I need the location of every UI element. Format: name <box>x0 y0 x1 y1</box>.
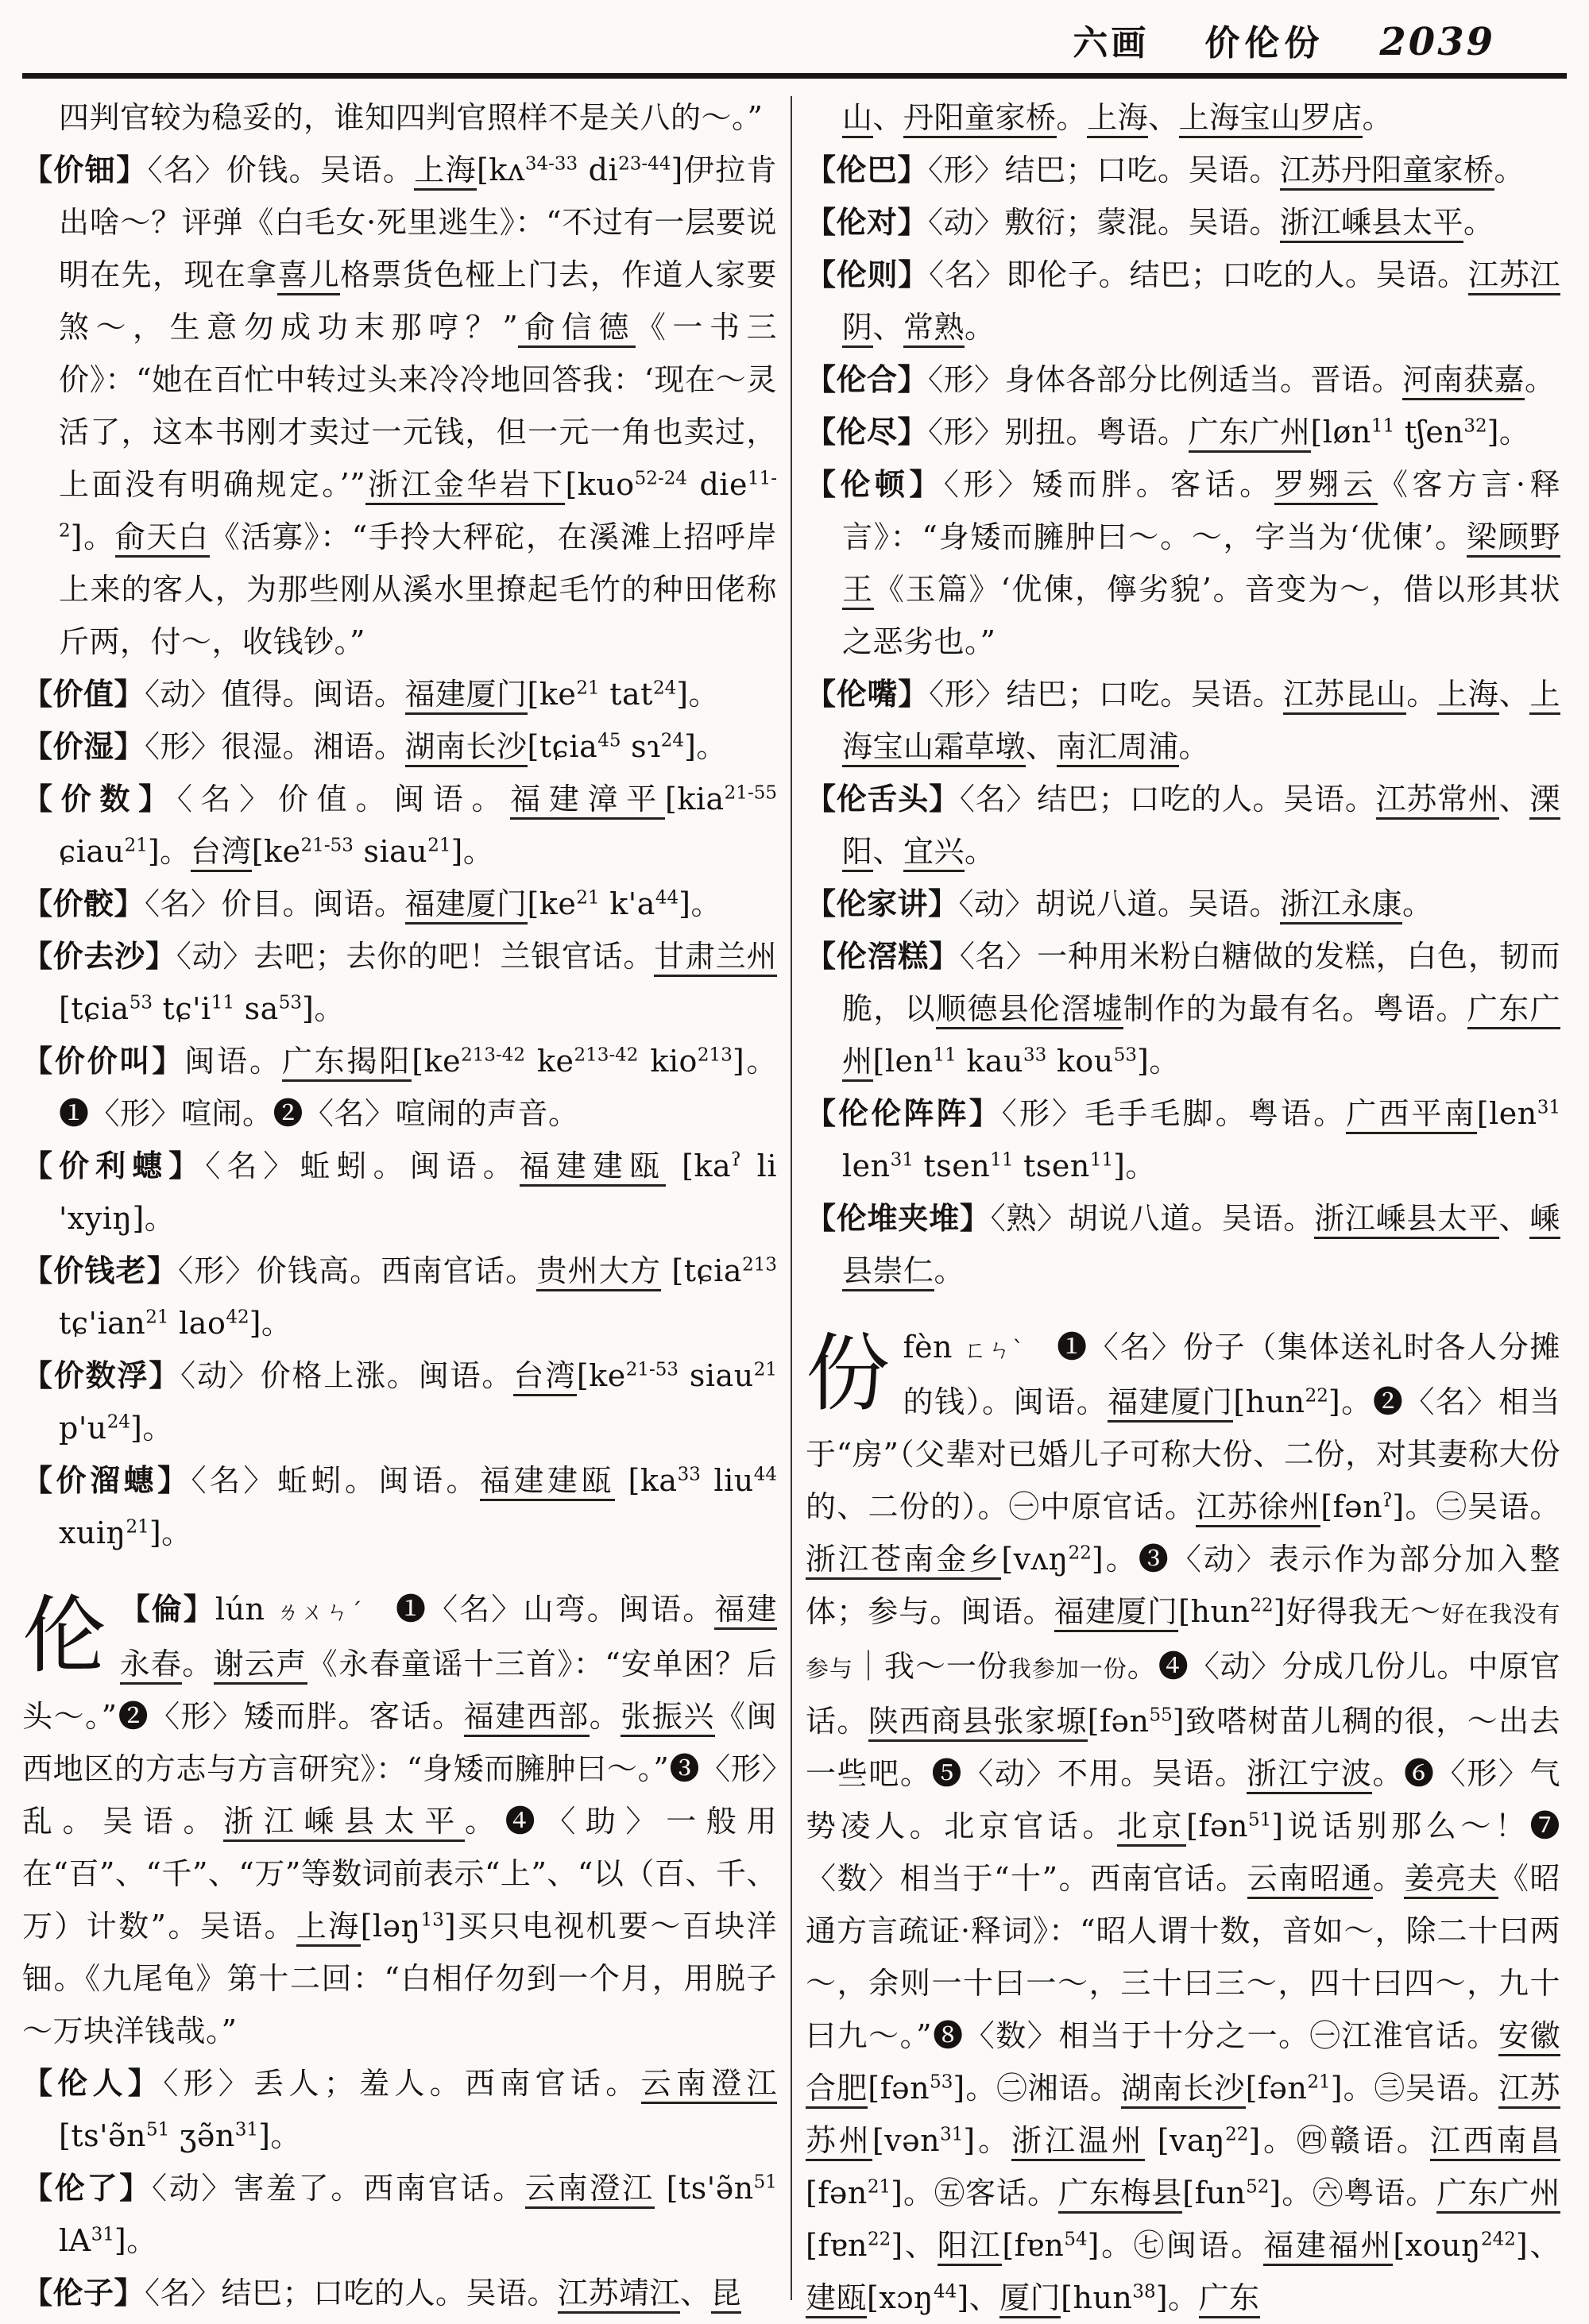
entry-body: fèn ㄈㄣˋ ❶〈名〉份子（集体送礼时各人分摊的钱）。闽语。福建厦门[hun$^{22}$]。❷〈名〉相当于“房”（父辈对已婚儿子可称大份、二份，对其妻称大份的、二份的）。㊀中原官话。江苏徐州[fən$^ʔ$]。㊁吴语。浙江苍南金乡[vʌŋ$^{22}$]。❸〈动〉表示作为部分加入整体；参与。闽语。福建厦门[hun$^{22}$]好得我无～好在我没有参与｜我～一份我参加一份。❹〈动〉分成几份儿。中原官话。陕西商县张家塬[fən$^{55}$]致嗒树苗儿稠的很，～出去一些吧。❺〈动〉不用。吴语。浙江宁波。❻〈形〉气势凌人。北京官话。北京[fən$^{51}$]说话别那么～！❼〈数〉相当于“十”。西南官话。云南昭通。姜亮夫《昭通方言疏证·释词》：“昭人谓十数，音如～，除二十曰两～，余则一十曰一～，三十曰三～，四十曰四～，九十曰九～。”❽〈数〉相当于十分之一。㊀江淮官话。安徽合肥[fən$^{53}$]。㊁湘语。湖南长沙[fən$^{21}$]。㊂吴语。江苏苏州[vən$^{31}$]。浙江温州 [vaŋ$^{22}$]。㊃赣语。江西南昌[fən$^{21}$]。㊄客话。广东梅县[fun$^{52}$]。㊅粤语。广东广州[fɐn$^{22}$]、阳江[fɐn$^{54}$]。㊆闽语。福建福州[xouŋ$^{242}$]、建瓯[xɔŋ$^{44}$]、厦门[hun$^{38}$]。广东 <box>806 1330 1560 2315</box>
continued-paragraph <box>806 91 1560 144</box>
dictionary-entry <box>22 1349 777 1454</box>
entry-body: 〈动〉胡说八道。吴语。浙江永康。 <box>959 886 1433 925</box>
entry-headword: 【价利蟪】 <box>22 1148 206 1183</box>
entry-headword: 【伦巴】 <box>806 152 929 187</box>
entry-body: 〈形〉很湿。湘语。湖南长沙[tɕia$^{45}$ sɿ$^{24}$]。 <box>145 729 727 764</box>
entry-body: 〈形〉矮而胖。客话。罗翙云《客方言·释言》：“身矮而臃肿曰～。～，字当为‘优倲’。梁顾野王《玉篇》‘优倲，儜劣貌’。音变为～，借以形其状之恶劣也。” <box>842 467 1560 659</box>
entry-body: 〈动〉价格上涨。闽语。台湾[$ke^{21-53}$ siau$^{21}$ $p'u^{24}$]。 <box>59 1358 777 1446</box>
dictionary-entry <box>22 1140 777 1245</box>
dictionary-entry <box>22 2057 777 2162</box>
entry-headword: 【伦堆夹堆】 <box>806 1200 991 1236</box>
entry-body: 〈名〉蚯蚓。闽语。福建建瓯 [$ka^{33}$ liu$^{44}$ xuiŋ$^{21}$]。 <box>59 1463 777 1550</box>
entry-body: 〈动〉害羞了。西南官话。云南澄江 [$ts'ə̃n^{51}$ $lA^{31}$]。 <box>59 2171 777 2258</box>
dictionary-entry <box>22 773 777 878</box>
entry-body: 〈形〉毛手毛脚。粤语。广西平南[len$^{31}$ len$^{31}$ tsen$^{11}$ tsen$^{11}$]。 <box>842 1096 1560 1183</box>
entry-body: 【倫】lún ㄌㄨㄣˊ ❶〈名〉山弯。闽语。福建永春。谢云声《永春童谣十三首》：“安单困？后头～。”❷〈形〉矮而胖。客话。福建西部。张振兴《闽西地区的方志与方言研究》：“身矮而臃肿曰～。”❸〈形〉乱。吴语。浙江嵊县太平。❹〈助〉一般用在“百”、“千”、“万”等数词前表示“上”、“以（百、千、万）计数”。吴语。上海[ləŋ$^{13}$]买只电视机要～百块洋钿。《九尾龟》第十二回：“白相仔勿到一个月，用脱子～万块洋钱哉。” <box>22 1591 777 2048</box>
continued-paragraph <box>22 91 777 144</box>
dictionary-entry <box>806 1192 1560 1297</box>
dictionary-entry <box>806 249 1560 353</box>
entry-headword: 【价溜蟪】 <box>22 1462 191 1498</box>
page-number: 2039 <box>1379 20 1495 64</box>
entry-headword: 【价钿】 <box>22 152 148 187</box>
entry-body: 山、丹阳童家桥。上海、上海宝山罗店。 <box>842 100 1393 138</box>
entry-headword: 【伦伦阵阵】 <box>806 1095 1002 1131</box>
dictionary-entry <box>22 720 777 773</box>
header-rule <box>22 73 1567 79</box>
big-headword-char: 份 <box>806 1325 891 1423</box>
left-column <box>22 91 777 2324</box>
entry-body: 〈名〉一种用米粉白糖做的发糕，白色，韧而脆，以顺德县伦滘墟制作的为最有名。粤语。广东广州[len$^{11}$ kau$^{33}$ kou$^{53}$]。 <box>842 939 1560 1079</box>
entry-headword: 【伦子】 <box>22 2275 145 2310</box>
entry-body: 〈熟〉胡说八道。吴语。浙江嵊县太平、嵊县崇仁。 <box>842 1201 1560 1291</box>
entry-body: 〈名〉蚯蚓。闽语。福建建瓯 [$ka^ʔ$ li 'xyiŋ]。 <box>59 1148 777 1236</box>
entry-body: 〈形〉别扭。粤语。广东广州[løn$^{11}$ tʃen$^{32}$]。 <box>928 415 1529 450</box>
entry-headword: 【伦对】 <box>806 204 929 240</box>
entry-headword: 【价值】 <box>22 676 145 712</box>
entry-headword: 【伦舌头】 <box>806 781 960 816</box>
dictionary-entry-bighead <box>806 1321 1560 2324</box>
entry-body: 〈动〉敷衍；蒙混。吴语。浙江嵊县太平。 <box>928 205 1494 243</box>
entry-headword: 【伦尽】 <box>806 414 929 450</box>
dictionary-entry <box>806 930 1560 1087</box>
entry-body: 〈名〉即伦子。结巴；口吃的人。吴语。江苏江阴、常熟。 <box>842 257 1560 348</box>
entry-body: 〈形〉价钱高。西南官话。贵州大方 [tɕia$^{213}$ tɕ'ian$^{21}$ lao$^{42}$]。 <box>59 1253 777 1341</box>
entry-body: 〈形〉身体各部分比例适当。晋语。河南获嘉。 <box>928 362 1556 400</box>
entry-body: 〈名〉结巴；口吃的人。吴语。江苏常州、溧阳、宜兴。 <box>842 782 1560 872</box>
dictionary-entry <box>806 406 1560 458</box>
column-divider <box>791 96 792 2300</box>
entry-headword: 【价湿】 <box>22 728 145 764</box>
entry-headword: 【价数浮】 <box>22 1357 181 1393</box>
dictionary-entry <box>22 1035 777 1140</box>
dictionary-entry <box>806 196 1560 249</box>
entry-headword: 【伦顿】 <box>806 466 944 502</box>
entry-body: 〈动〉值得。闽语。福建厦门[$ke^{21}$ tat$^{24}$]。 <box>145 677 719 712</box>
dictionary-entry <box>22 1245 777 1349</box>
dictionary-entry <box>806 773 1560 878</box>
entry-headword: 【价数】 <box>22 781 177 816</box>
two-column-body <box>22 91 1567 2324</box>
dictionary-entry <box>806 668 1560 773</box>
entry-body: 〈名〉价目。闽语。福建厦门[$ke^{21}$ $k'a^{44}$]。 <box>145 886 721 921</box>
entry-headword: 【价价叫】 <box>22 1043 185 1079</box>
page-header <box>22 6 1567 67</box>
entry-headword: 【伦滘糕】 <box>806 938 960 974</box>
entry-body: 〈名〉价钱。吴语。上海[kʌ$^{34-33}$ $di^{23-44}$]伊拉肯出啥～？评弹《白毛女·死里逃生》：“不过有一层要说明在先，现在拿喜儿格票货色桠上门去，作道人家要煞～，生意勿成功末那哼？”俞信德《一书三价》：“她在百忙中转过头来冷冷地回答我：‘现在～灵活了，这本书刚才卖过一元钱，但一元一角也卖过，上面没有明确规定。’”浙江金华岩下[kuo$^{52-24}$ die$^{11-2}$]。俞天白《活寡》：“手拎大秤砣，在溪滩上招呼岸上来的客人，为那些刚从溪水里撩起毛竹的种田佬称斤两，付～，收钱钞。” <box>59 152 777 659</box>
header-stroke-section: 六画 <box>1073 23 1150 64</box>
dictionary-entry <box>806 353 1560 406</box>
entry-body: 〈形〉结巴；口吃。吴语。江苏昆山。上海、上海宝山霜草墩、南汇周浦。 <box>842 677 1560 767</box>
entry-headword: 【伦了】 <box>22 2170 152 2206</box>
dictionary-entry <box>22 668 777 720</box>
entry-body: 四判官较为稳妥的，谁知四判官照样不是关八的～。” <box>59 100 764 135</box>
entry-body: 〈名〉结巴；口吃的人。吴语。江苏靖江、昆 <box>145 2276 741 2314</box>
dictionary-entry <box>806 1087 1560 1192</box>
entry-headword: 【价去沙】 <box>22 938 176 974</box>
header-characters: 价伦份 <box>1204 23 1324 64</box>
entry-headword: 【伦则】 <box>806 257 930 292</box>
entry-headword: 【价骹】 <box>22 886 145 921</box>
dictionary-entry <box>22 2162 777 2267</box>
entry-body: 〈形〉结巴；口吃。吴语。江苏丹阳童家桥。 <box>928 152 1525 191</box>
entry-body: 〈形〉丢人；羞人。西南官话。云南澄江 [$ts'ə̃n^{51}$ $ʒə̃n^{31}$]。 <box>59 2066 777 2153</box>
dictionary-entry <box>22 878 777 930</box>
dictionary-entry-bighead <box>22 1583 777 2057</box>
entry-headword: 【伦人】 <box>22 2065 164 2101</box>
entry-body: 〈名〉价值。闽语。福建漳平[kia$^{21-55}$ ɕiau$^{21}$]。台湾[$ke^{21-53}$ siau$^{21}$]。 <box>59 782 777 869</box>
entry-headword: 【伦嘴】 <box>806 676 930 712</box>
entry-body: 闽语。广东揭阳[$ke^{213-42}$ $ke^{213-42}$ kio$^{213}$]。❶〈形〉喧闹。❷〈名〉喧闹的声音。 <box>59 1044 778 1131</box>
entry-headword: 【伦家讲】 <box>806 886 959 921</box>
dictionary-entry <box>22 1454 777 1559</box>
dictionary-entry <box>806 144 1560 196</box>
dictionary-entry <box>22 2267 777 2319</box>
dictionary-entry <box>22 930 777 1035</box>
dictionary-entry <box>806 878 1560 930</box>
entry-headword: 【伦合】 <box>806 361 929 397</box>
entry-body: 〈动〉去吧；去你的吧！兰银官话。甘肃兰州[tɕia$^{53}$ $tɕ'i^{11}$ $sa^{53}$]。 <box>59 939 777 1026</box>
right-column <box>806 91 1560 2324</box>
dictionary-entry <box>806 458 1560 668</box>
big-headword-char: 伦 <box>22 1587 107 1685</box>
entry-headword: 【价钱老】 <box>22 1253 178 1288</box>
dictionary-entry <box>22 144 777 668</box>
